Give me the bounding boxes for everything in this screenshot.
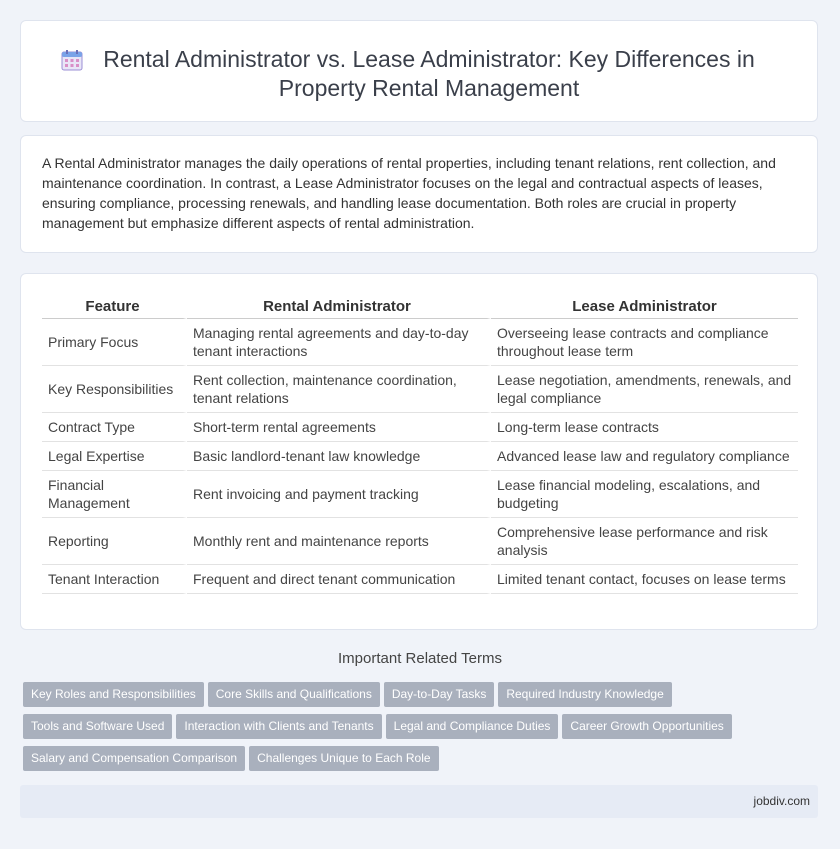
summary-card xyxy=(20,135,818,253)
row-lease: Advanced lease law and regulatory compliance xyxy=(491,442,798,471)
related-terms-list xyxy=(23,682,803,778)
table-row xyxy=(42,413,798,442)
related-term-tag[interactable]: Core Skills and Qualifications xyxy=(208,682,380,707)
related-term-tag[interactable]: Challenges Unique to Each Role xyxy=(249,746,438,771)
header-rental-administrator: Rental Administrator xyxy=(187,294,491,319)
row-rental: Managing rental agreements and day-to-day tenant interactions xyxy=(187,319,491,366)
table-row xyxy=(42,366,798,413)
row-feature: Contract Type xyxy=(42,413,187,442)
row-feature: Primary Focus xyxy=(42,319,187,366)
row-feature: Tenant Interaction xyxy=(42,565,187,594)
row-rental: Rent invoicing and payment tracking xyxy=(187,471,491,518)
row-lease: Long-term lease contracts xyxy=(491,413,798,442)
table-row xyxy=(42,319,798,366)
related-term-tag[interactable]: Interaction with Clients and Tenants xyxy=(176,714,381,739)
comparison-card xyxy=(20,273,818,630)
row-lease: Overseeing lease contracts and compliance throughout lease term xyxy=(491,319,798,366)
row-feature: Key Responsibilities xyxy=(42,366,187,413)
footer xyxy=(20,785,818,818)
table-row xyxy=(42,518,798,565)
related-term-tag[interactable]: Salary and Compensation Comparison xyxy=(23,746,245,771)
row-rental: Monthly rent and maintenance reports xyxy=(187,518,491,565)
related-term-tag[interactable]: Key Roles and Responsibilities xyxy=(23,682,204,707)
row-rental: Short-term rental agreements xyxy=(187,413,491,442)
row-lease: Lease negotiation, amendments, renewals, and legal compliance xyxy=(491,366,798,413)
footer-site-link[interactable]: jobdiv.com xyxy=(753,794,810,808)
related-term-tag[interactable]: Tools and Software Used xyxy=(23,714,172,739)
table-row xyxy=(42,442,798,471)
related-term-tag[interactable]: Day-to-Day Tasks xyxy=(384,682,494,707)
related-term-tag[interactable]: Required Industry Knowledge xyxy=(498,682,671,707)
related-term-tag[interactable]: Career Growth Opportunities xyxy=(562,714,731,739)
row-rental: Basic landlord-tenant law knowledge xyxy=(187,442,491,471)
row-rental: Frequent and direct tenant communication xyxy=(187,565,491,594)
table-row xyxy=(42,471,798,518)
header-feature: Feature xyxy=(42,294,187,319)
row-feature: Legal Expertise xyxy=(42,442,187,471)
related-term-tag[interactable]: Legal and Compliance Duties xyxy=(386,714,559,739)
related-terms-title: Important Related Terms xyxy=(338,650,502,667)
row-lease: Comprehensive lease performance and risk analysis xyxy=(491,518,798,565)
row-feature: Reporting xyxy=(42,518,187,565)
row-lease: Limited tenant contact, focuses on lease terms xyxy=(491,565,798,594)
comparison-table xyxy=(42,294,798,594)
row-rental: Rent collection, maintenance coordination, tenant relations xyxy=(187,366,491,413)
page-title: Rental Administrator vs. Lease Administrator: Key Differences in Property Rental Management xyxy=(103,46,755,101)
row-lease: Lease financial modeling, escalations, and budgeting xyxy=(491,471,798,518)
header-lease-administrator: Lease Administrator xyxy=(491,294,798,319)
title-card xyxy=(20,20,818,122)
row-feature: Financial Management xyxy=(42,471,187,518)
table-row xyxy=(42,565,798,594)
summary-text: A Rental Administrator manages the daily operations of rental properties, including tenant relations, rent collection, and maintenance coordination. In contrast, a Lease Administrator focuses on the legal and contractual aspects of leases, ensuring compliance, processing renewals, and handling lease documentation. Both roles are crucial in property management but emphasize different aspects of rental administration. xyxy=(42,155,776,231)
table-header-row xyxy=(42,294,798,319)
